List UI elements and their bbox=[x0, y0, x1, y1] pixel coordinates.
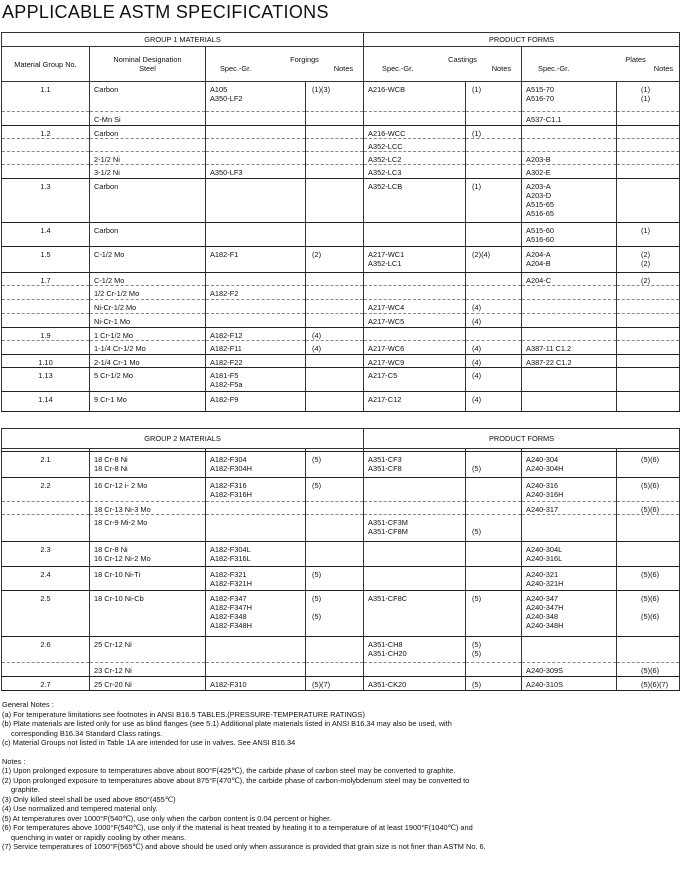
material-group-cell bbox=[2, 286, 90, 300]
forging-spec-cell bbox=[206, 515, 306, 542]
material-group-cell bbox=[2, 300, 90, 314]
group2-header: GROUP 2 MATERIALS bbox=[2, 429, 364, 449]
notes-label: Notes bbox=[491, 64, 512, 73]
casting-spec-cell: A217-WC6 bbox=[364, 341, 466, 355]
material-group-cell bbox=[2, 502, 90, 515]
table-row bbox=[2, 126, 680, 139]
casting-notes-cell: (5) bbox=[466, 452, 522, 478]
notes-title: Notes : bbox=[2, 756, 26, 766]
casting-notes-cell bbox=[466, 502, 522, 515]
casting-spec-cell bbox=[364, 328, 466, 341]
table-row bbox=[2, 478, 680, 502]
forging-spec-cell bbox=[206, 663, 306, 677]
forging-spec-cell: A182-F1 bbox=[206, 247, 306, 273]
casting-spec-cell bbox=[364, 286, 466, 300]
material-group-cell bbox=[2, 515, 90, 542]
nominal-designation-cell: 18 Cr-8 Ni 18 Cr-8 Ni bbox=[90, 452, 206, 478]
casting-spec-cell bbox=[364, 663, 466, 677]
notes-label: Notes bbox=[333, 64, 354, 73]
general-note: corresponding B16.34 Standard Class ratings. bbox=[11, 728, 163, 738]
nominal-designation-cell: 18 Cr-13 Ni-3 Mo bbox=[90, 502, 206, 515]
material-group-cell: 1.9 bbox=[2, 328, 90, 341]
forging-spec-cell: A181-F5 A182-F5a bbox=[206, 368, 306, 392]
forging-spec-cell: A182-F316 A182-F316H bbox=[206, 478, 306, 502]
forging-notes-cell: (5) bbox=[306, 452, 364, 478]
casting-notes-cell: (4) bbox=[466, 341, 522, 355]
plate-notes-cell bbox=[617, 126, 680, 139]
table-row bbox=[2, 300, 680, 314]
forging-spec-cell: A182-F11 bbox=[206, 341, 306, 355]
table-row bbox=[2, 179, 680, 223]
material-group-cell bbox=[2, 165, 90, 179]
material-group-cell: 2.6 bbox=[2, 637, 90, 663]
plate-spec-cell bbox=[522, 126, 617, 139]
forging-notes-cell bbox=[306, 165, 364, 179]
nominal-designation-cell: C-1/2 Mo bbox=[90, 247, 206, 273]
plate-spec-cell bbox=[522, 328, 617, 341]
casting-spec-cell: A351-CF3M A351-CF8M bbox=[364, 515, 466, 542]
forging-spec-cell: A182-F321 A182-F321H bbox=[206, 567, 306, 591]
table-row bbox=[2, 286, 680, 300]
nominal-designation-header: Nominal Designation Steel bbox=[90, 47, 206, 82]
note: (6) For temperatures above 1000°F(540℃), use only if the material is heat treated by heating it to a temperature of at least 1900°F(1040℃) and bbox=[2, 823, 473, 832]
casting-spec-cell bbox=[364, 502, 466, 515]
forging-spec-cell: A182-F304 A182-F304H bbox=[206, 452, 306, 478]
general-note: (c) Material Groups not listed in Table 1A are intended for use in valves. See ANSI B16.34 bbox=[2, 738, 296, 747]
material-group-cell bbox=[2, 341, 90, 355]
forging-notes-cell bbox=[306, 314, 364, 328]
plate-spec-cell: A240-347 A240-347H A240-348 A240-348H bbox=[522, 591, 617, 637]
group1-header: GROUP 1 MATERIALS bbox=[2, 33, 364, 47]
casting-spec-cell: A217-C5 bbox=[364, 368, 466, 392]
forging-spec-cell bbox=[206, 126, 306, 139]
plate-notes-cell: (5)(6) bbox=[617, 663, 680, 677]
plate-notes-cell bbox=[617, 314, 680, 328]
nominal-designation-cell: 18 Cr-10 Ni-Cb bbox=[90, 591, 206, 637]
forging-notes-cell bbox=[306, 286, 364, 300]
plate-spec-cell: A240-304 A240-304H bbox=[522, 452, 617, 478]
material-group-cell bbox=[2, 152, 90, 165]
nominal-designation-cell: 2-1/2 Ni bbox=[90, 152, 206, 165]
table-row bbox=[2, 247, 680, 273]
forging-notes-cell: (5) (5) bbox=[306, 591, 364, 637]
casting-notes-cell: (5) bbox=[466, 677, 522, 691]
casting-notes-cell: (4) bbox=[466, 368, 522, 392]
casting-notes-cell: (5) bbox=[466, 515, 522, 542]
note: (7) Service temperatures of 1050°F(565℃) and above should be used only when assurance is provided that grain size is not finer than ASTM No. 6. bbox=[2, 842, 486, 851]
casting-notes-cell bbox=[466, 663, 522, 677]
casting-spec-cell: A352-LC3 bbox=[364, 165, 466, 179]
plate-notes-cell bbox=[617, 355, 680, 368]
forging-notes-cell: (1)(3) bbox=[306, 82, 364, 112]
forging-spec-cell bbox=[206, 273, 306, 286]
table-row bbox=[2, 542, 680, 567]
castings-label: Castings bbox=[448, 55, 477, 64]
casting-spec-cell: A217-WC5 bbox=[364, 314, 466, 328]
nominal-designation-cell bbox=[90, 139, 206, 152]
plate-spec-cell bbox=[522, 300, 617, 314]
forging-spec-cell: A182-F2 bbox=[206, 286, 306, 300]
casting-spec-cell: A351-CK20 bbox=[364, 677, 466, 691]
casting-notes-cell: (4) bbox=[466, 314, 522, 328]
nominal-designation-cell: 23 Cr-12 Ni bbox=[90, 663, 206, 677]
plate-spec-cell: A240-304L A240-316L bbox=[522, 542, 617, 567]
casting-notes-cell: (4) bbox=[466, 392, 522, 412]
forging-spec-cell: A350-LF3 bbox=[206, 165, 306, 179]
casting-notes-cell: (5) bbox=[466, 591, 522, 637]
nominal-designation-cell: 18 Cr-10 Ni-Ti bbox=[90, 567, 206, 591]
note: quenching in water or rapidly cooling by other means. bbox=[11, 832, 187, 842]
forging-spec-cell: A105 A350-LF2 bbox=[206, 82, 306, 112]
casting-spec-cell: A352-LCC bbox=[364, 139, 466, 152]
material-group-cell bbox=[2, 314, 90, 328]
table-row bbox=[2, 567, 680, 591]
plate-notes-cell bbox=[617, 300, 680, 314]
casting-spec-cell bbox=[364, 112, 466, 126]
casting-spec-cell: A351-CF8C bbox=[364, 591, 466, 637]
notes-section bbox=[2, 700, 678, 852]
plate-spec-cell: A204-C bbox=[522, 273, 617, 286]
casting-notes-cell bbox=[466, 152, 522, 165]
table-row bbox=[2, 677, 680, 691]
nominal-designation-cell: Ni-Cr-1 Mo bbox=[90, 314, 206, 328]
material-group-cell bbox=[2, 112, 90, 126]
general-notes-title: General Notes : bbox=[2, 700, 54, 709]
forging-spec-cell bbox=[206, 637, 306, 663]
casting-notes-cell: (1) bbox=[466, 126, 522, 139]
nominal-designation-cell: 1 Cr-1/2 Mo bbox=[90, 328, 206, 341]
table-row bbox=[2, 165, 680, 179]
plate-spec-cell bbox=[522, 314, 617, 328]
table-row bbox=[2, 341, 680, 355]
castings-header bbox=[364, 47, 522, 82]
nominal-designation-cell: 2-1/4 Cr-1 Mo bbox=[90, 355, 206, 368]
plate-notes-cell: (1) bbox=[617, 223, 680, 247]
table-row bbox=[2, 637, 680, 663]
plate-notes-cell: (5)(6)(7) bbox=[617, 677, 680, 691]
nominal-designation-cell: Carbon bbox=[90, 82, 206, 112]
plate-notes-cell: (2) bbox=[617, 273, 680, 286]
material-group-cell: 1.2 bbox=[2, 126, 90, 139]
casting-notes-cell bbox=[466, 542, 522, 567]
table-row bbox=[2, 355, 680, 368]
casting-spec-cell: A351-CH8 A351-CH20 bbox=[364, 637, 466, 663]
forging-notes-cell bbox=[306, 663, 364, 677]
casting-notes-cell bbox=[466, 273, 522, 286]
table-row bbox=[2, 502, 680, 515]
forging-notes-cell bbox=[306, 152, 364, 165]
forging-notes-cell: (5)(7) bbox=[306, 677, 364, 691]
material-group-cell: 2.7 bbox=[2, 677, 90, 691]
forging-notes-cell bbox=[306, 515, 364, 542]
plate-spec-cell bbox=[522, 139, 617, 152]
forging-spec-cell: A182-F22 bbox=[206, 355, 306, 368]
page-title: APPLICABLE ASTM SPECIFICATIONS bbox=[2, 2, 329, 22]
plate-notes-cell bbox=[617, 139, 680, 152]
forging-notes-cell bbox=[306, 368, 364, 392]
plate-spec-cell: A203-A A203-D A515-65 A516-65 bbox=[522, 179, 617, 223]
plate-notes-cell: (2) (2) bbox=[617, 247, 680, 273]
plate-notes-cell bbox=[617, 542, 680, 567]
nominal-designation-cell: 18 Cr-9 Mi-2 Mo bbox=[90, 515, 206, 542]
note: (4) Use normalized and tempered material only. bbox=[2, 804, 158, 813]
nominal-designation-cell: 1/2 Cr-1/2 Mo bbox=[90, 286, 206, 300]
forging-spec-cell bbox=[206, 502, 306, 515]
table-row bbox=[2, 452, 680, 478]
plate-spec-cell: A515-70 A516-70 bbox=[522, 82, 617, 112]
material-group-cell: 2.2 bbox=[2, 478, 90, 502]
casting-notes-cell bbox=[466, 223, 522, 247]
plate-spec-cell bbox=[522, 286, 617, 300]
plate-notes-cell: (5)(6) (5)(6) bbox=[617, 591, 680, 637]
nominal-designation-cell: 5 Cr-1/2 Mo bbox=[90, 368, 206, 392]
material-group-cell: 2.3 bbox=[2, 542, 90, 567]
plate-notes-cell: (5)(6) bbox=[617, 567, 680, 591]
table-row bbox=[2, 314, 680, 328]
casting-notes-cell bbox=[466, 567, 522, 591]
casting-spec-cell: A217-WC9 bbox=[364, 355, 466, 368]
note: (1) Upon prolonged exposure to temperatures above about 800°F(425℃), the carbide phase of carbon steel may be converted to graphite. bbox=[2, 766, 456, 775]
plate-notes-cell bbox=[617, 392, 680, 412]
nominal-designation-cell: 25 Cr-12 Ni bbox=[90, 637, 206, 663]
forging-notes-cell bbox=[306, 223, 364, 247]
nominal-designation-cell: C-Mn Si bbox=[90, 112, 206, 126]
plate-spec-cell: A302-E bbox=[522, 165, 617, 179]
material-group-cell: 2.5 bbox=[2, 591, 90, 637]
casting-notes-cell: (1) bbox=[466, 82, 522, 112]
casting-spec-cell: A217-WC4 bbox=[364, 300, 466, 314]
material-group-cell bbox=[2, 139, 90, 152]
casting-spec-cell: A216-WCB bbox=[364, 82, 466, 112]
forging-spec-cell: A182-F347 A182-F347H A182-F348 A182-F348H bbox=[206, 591, 306, 637]
forging-spec-cell: A182-F9 bbox=[206, 392, 306, 412]
casting-notes-cell bbox=[466, 112, 522, 126]
forging-notes-cell bbox=[306, 355, 364, 368]
forging-spec-cell bbox=[206, 152, 306, 165]
material-group-cell: 1.13 bbox=[2, 368, 90, 392]
nominal-designation-cell: 1-1/4 Cr-1/2 Mo bbox=[90, 341, 206, 355]
notes-label: Notes bbox=[653, 64, 674, 73]
table-row bbox=[2, 223, 680, 247]
forging-spec-cell: A182-F12 bbox=[206, 328, 306, 341]
casting-notes-cell: (4) bbox=[466, 300, 522, 314]
casting-spec-cell bbox=[364, 542, 466, 567]
plate-spec-cell: A240-310S bbox=[522, 677, 617, 691]
forging-notes-cell bbox=[306, 637, 364, 663]
plate-notes-cell bbox=[617, 328, 680, 341]
forging-notes-cell bbox=[306, 392, 364, 412]
forging-notes-cell bbox=[306, 139, 364, 152]
material-group-cell: 1.14 bbox=[2, 392, 90, 412]
material-group-cell: 1.1 bbox=[2, 82, 90, 112]
plate-spec-cell: A204-A A204-B bbox=[522, 247, 617, 273]
table-row bbox=[2, 139, 680, 152]
material-group-cell: 2.1 bbox=[2, 452, 90, 478]
table-row bbox=[2, 112, 680, 126]
material-group-cell: 2.4 bbox=[2, 567, 90, 591]
material-group-header: Material Group No. bbox=[2, 47, 90, 82]
forging-spec-cell bbox=[206, 139, 306, 152]
forgings-label: Forgings bbox=[290, 55, 319, 64]
forging-notes-cell: (4) bbox=[306, 341, 364, 355]
table-row bbox=[2, 328, 680, 341]
group2-table bbox=[1, 428, 680, 691]
forging-notes-cell: (5) bbox=[306, 567, 364, 591]
material-group-cell: 1.4 bbox=[2, 223, 90, 247]
note: (3) Only killed steel shall be used above 850°(455℃) bbox=[2, 794, 176, 804]
casting-notes-cell bbox=[466, 286, 522, 300]
forging-spec-cell: A182-F304L A182-F316L bbox=[206, 542, 306, 567]
material-group-cell: 1.5 bbox=[2, 247, 90, 273]
casting-spec-cell bbox=[364, 223, 466, 247]
nominal-designation-cell: 3-1/2 Ni bbox=[90, 165, 206, 179]
plate-notes-cell bbox=[617, 286, 680, 300]
plates-label: Plates bbox=[625, 55, 646, 64]
plate-notes-cell: (5)(6) bbox=[617, 452, 680, 478]
plate-notes-cell bbox=[617, 515, 680, 542]
plate-notes-cell: (5)(6) bbox=[617, 502, 680, 515]
forging-notes-cell bbox=[306, 300, 364, 314]
plate-spec-cell: A240-317 bbox=[522, 502, 617, 515]
plate-spec-cell: A387-11 C1.2 bbox=[522, 341, 617, 355]
casting-notes-cell: (1) bbox=[466, 179, 522, 223]
forging-notes-cell: (2) bbox=[306, 247, 364, 273]
table-row bbox=[2, 152, 680, 165]
nominal-designation-cell: 25 Cr-20 Ni bbox=[90, 677, 206, 691]
plate-notes-cell: (1) (1) bbox=[617, 82, 680, 112]
plate-spec-cell: A240-309S bbox=[522, 663, 617, 677]
general-note: (b) Plate materials are listed only for use as blind flanges (see 5.1) Additional plate materials listed in ANSI B16.34 may also be used, with bbox=[2, 719, 452, 728]
casting-spec-cell: A352-LC2 bbox=[364, 152, 466, 165]
casting-notes-cell: (4) bbox=[466, 355, 522, 368]
plate-notes-cell bbox=[617, 152, 680, 165]
plate-notes-cell bbox=[617, 637, 680, 663]
nominal-designation-cell: 16 Cr-12 i- 2 Mo bbox=[90, 478, 206, 502]
forging-notes-cell bbox=[306, 273, 364, 286]
general-note: (a) For temperature limitations see footnotes in ANSI B16.5 TABLES.(PRESSURE-TEMPERATURE RATINGS) bbox=[2, 709, 365, 719]
casting-spec-cell: A352-LCB bbox=[364, 179, 466, 223]
casting-spec-cell: A217-C12 bbox=[364, 392, 466, 412]
table-row bbox=[2, 591, 680, 637]
table-row bbox=[2, 368, 680, 392]
table-row bbox=[2, 663, 680, 677]
forgings-header bbox=[206, 47, 364, 82]
forging-notes-cell bbox=[306, 502, 364, 515]
plate-notes-cell bbox=[617, 368, 680, 392]
table-row bbox=[2, 515, 680, 542]
note: (2) Upon prolonged exposure to temperatures above about 875°F(470℃), the carbide phase of carbon-molybdenum steel may be converted to bbox=[2, 775, 470, 785]
casting-spec-cell bbox=[364, 478, 466, 502]
note: graphite. bbox=[11, 785, 40, 794]
casting-notes-cell bbox=[466, 478, 522, 502]
group1-table bbox=[1, 32, 680, 412]
plate-notes-cell bbox=[617, 179, 680, 223]
casting-notes-cell bbox=[466, 328, 522, 341]
casting-notes-cell: (5) (5) bbox=[466, 637, 522, 663]
forging-notes-cell bbox=[306, 112, 364, 126]
nominal-designation-cell: Carbon bbox=[90, 223, 206, 247]
product-forms-header: PRODUCT FORMS bbox=[364, 33, 680, 47]
forging-spec-cell bbox=[206, 300, 306, 314]
plate-spec-cell bbox=[522, 515, 617, 542]
forging-spec-cell bbox=[206, 179, 306, 223]
plate-notes-cell bbox=[617, 112, 680, 126]
plate-spec-cell: A537-C1.1 bbox=[522, 112, 617, 126]
forging-spec-cell bbox=[206, 223, 306, 247]
nominal-designation-cell: Carbon bbox=[90, 179, 206, 223]
forging-spec-cell bbox=[206, 112, 306, 126]
forging-spec-cell: A182-F310 bbox=[206, 677, 306, 691]
plate-spec-cell: A240-316 A240-316H bbox=[522, 478, 617, 502]
nominal-designation-cell: 9 Cr-1 Mo bbox=[90, 392, 206, 412]
plates-header bbox=[522, 47, 680, 82]
plate-spec-cell: A387-22 C1.2 bbox=[522, 355, 617, 368]
spec-label: Spec.-Gr. bbox=[538, 64, 570, 73]
plate-spec-cell: A515-60 A516-60 bbox=[522, 223, 617, 247]
nominal-designation-cell: C-1/2 Mo bbox=[90, 273, 206, 286]
casting-spec-cell bbox=[364, 273, 466, 286]
plate-spec-cell: A203-B bbox=[522, 152, 617, 165]
casting-spec-cell: A351-CF3 A351-CF8 bbox=[364, 452, 466, 478]
plate-notes-cell bbox=[617, 341, 680, 355]
table-row bbox=[2, 392, 680, 412]
casting-spec-cell: A217-WC1 A352-LC1 bbox=[364, 247, 466, 273]
casting-notes-cell: (2)(4) bbox=[466, 247, 522, 273]
forging-notes-cell bbox=[306, 542, 364, 567]
table-row bbox=[2, 273, 680, 286]
casting-spec-cell bbox=[364, 567, 466, 591]
material-group-cell: 1.7 bbox=[2, 273, 90, 286]
spec-label: Spec.-Gr. bbox=[220, 64, 252, 73]
nominal-designation-cell: 18 Cr-8 Ni 16 Cr-12 Ni-2 Mo bbox=[90, 542, 206, 567]
plate-spec-cell bbox=[522, 637, 617, 663]
plate-spec-cell bbox=[522, 368, 617, 392]
table-row bbox=[2, 82, 680, 112]
forging-notes-cell: (4) bbox=[306, 328, 364, 341]
note: (5) At temperatures over 1000°F(540℃), use only when the carbon content is 0.04 percent or higher. bbox=[2, 813, 332, 823]
plate-notes-cell bbox=[617, 165, 680, 179]
casting-notes-cell bbox=[466, 139, 522, 152]
material-group-cell: 1.10 bbox=[2, 355, 90, 368]
forging-notes-cell: (5) bbox=[306, 478, 364, 502]
nominal-designation-cell: Ni-Cr-1/2 Mo bbox=[90, 300, 206, 314]
spec-label: Spec.-Gr. bbox=[382, 64, 414, 73]
material-group-cell bbox=[2, 663, 90, 677]
plate-spec-cell bbox=[522, 392, 617, 412]
casting-notes-cell bbox=[466, 165, 522, 179]
forging-notes-cell bbox=[306, 179, 364, 223]
nominal-designation-cell: Carbon bbox=[90, 126, 206, 139]
casting-spec-cell: A216-WCC bbox=[364, 126, 466, 139]
product-forms-header: PRODUCT FORMS bbox=[364, 429, 680, 449]
forging-spec-cell bbox=[206, 314, 306, 328]
forging-notes-cell bbox=[306, 126, 364, 139]
plate-notes-cell: (5)(6) bbox=[617, 478, 680, 502]
plate-spec-cell: A240-321 A240-321H bbox=[522, 567, 617, 591]
material-group-cell: 1.3 bbox=[2, 179, 90, 223]
